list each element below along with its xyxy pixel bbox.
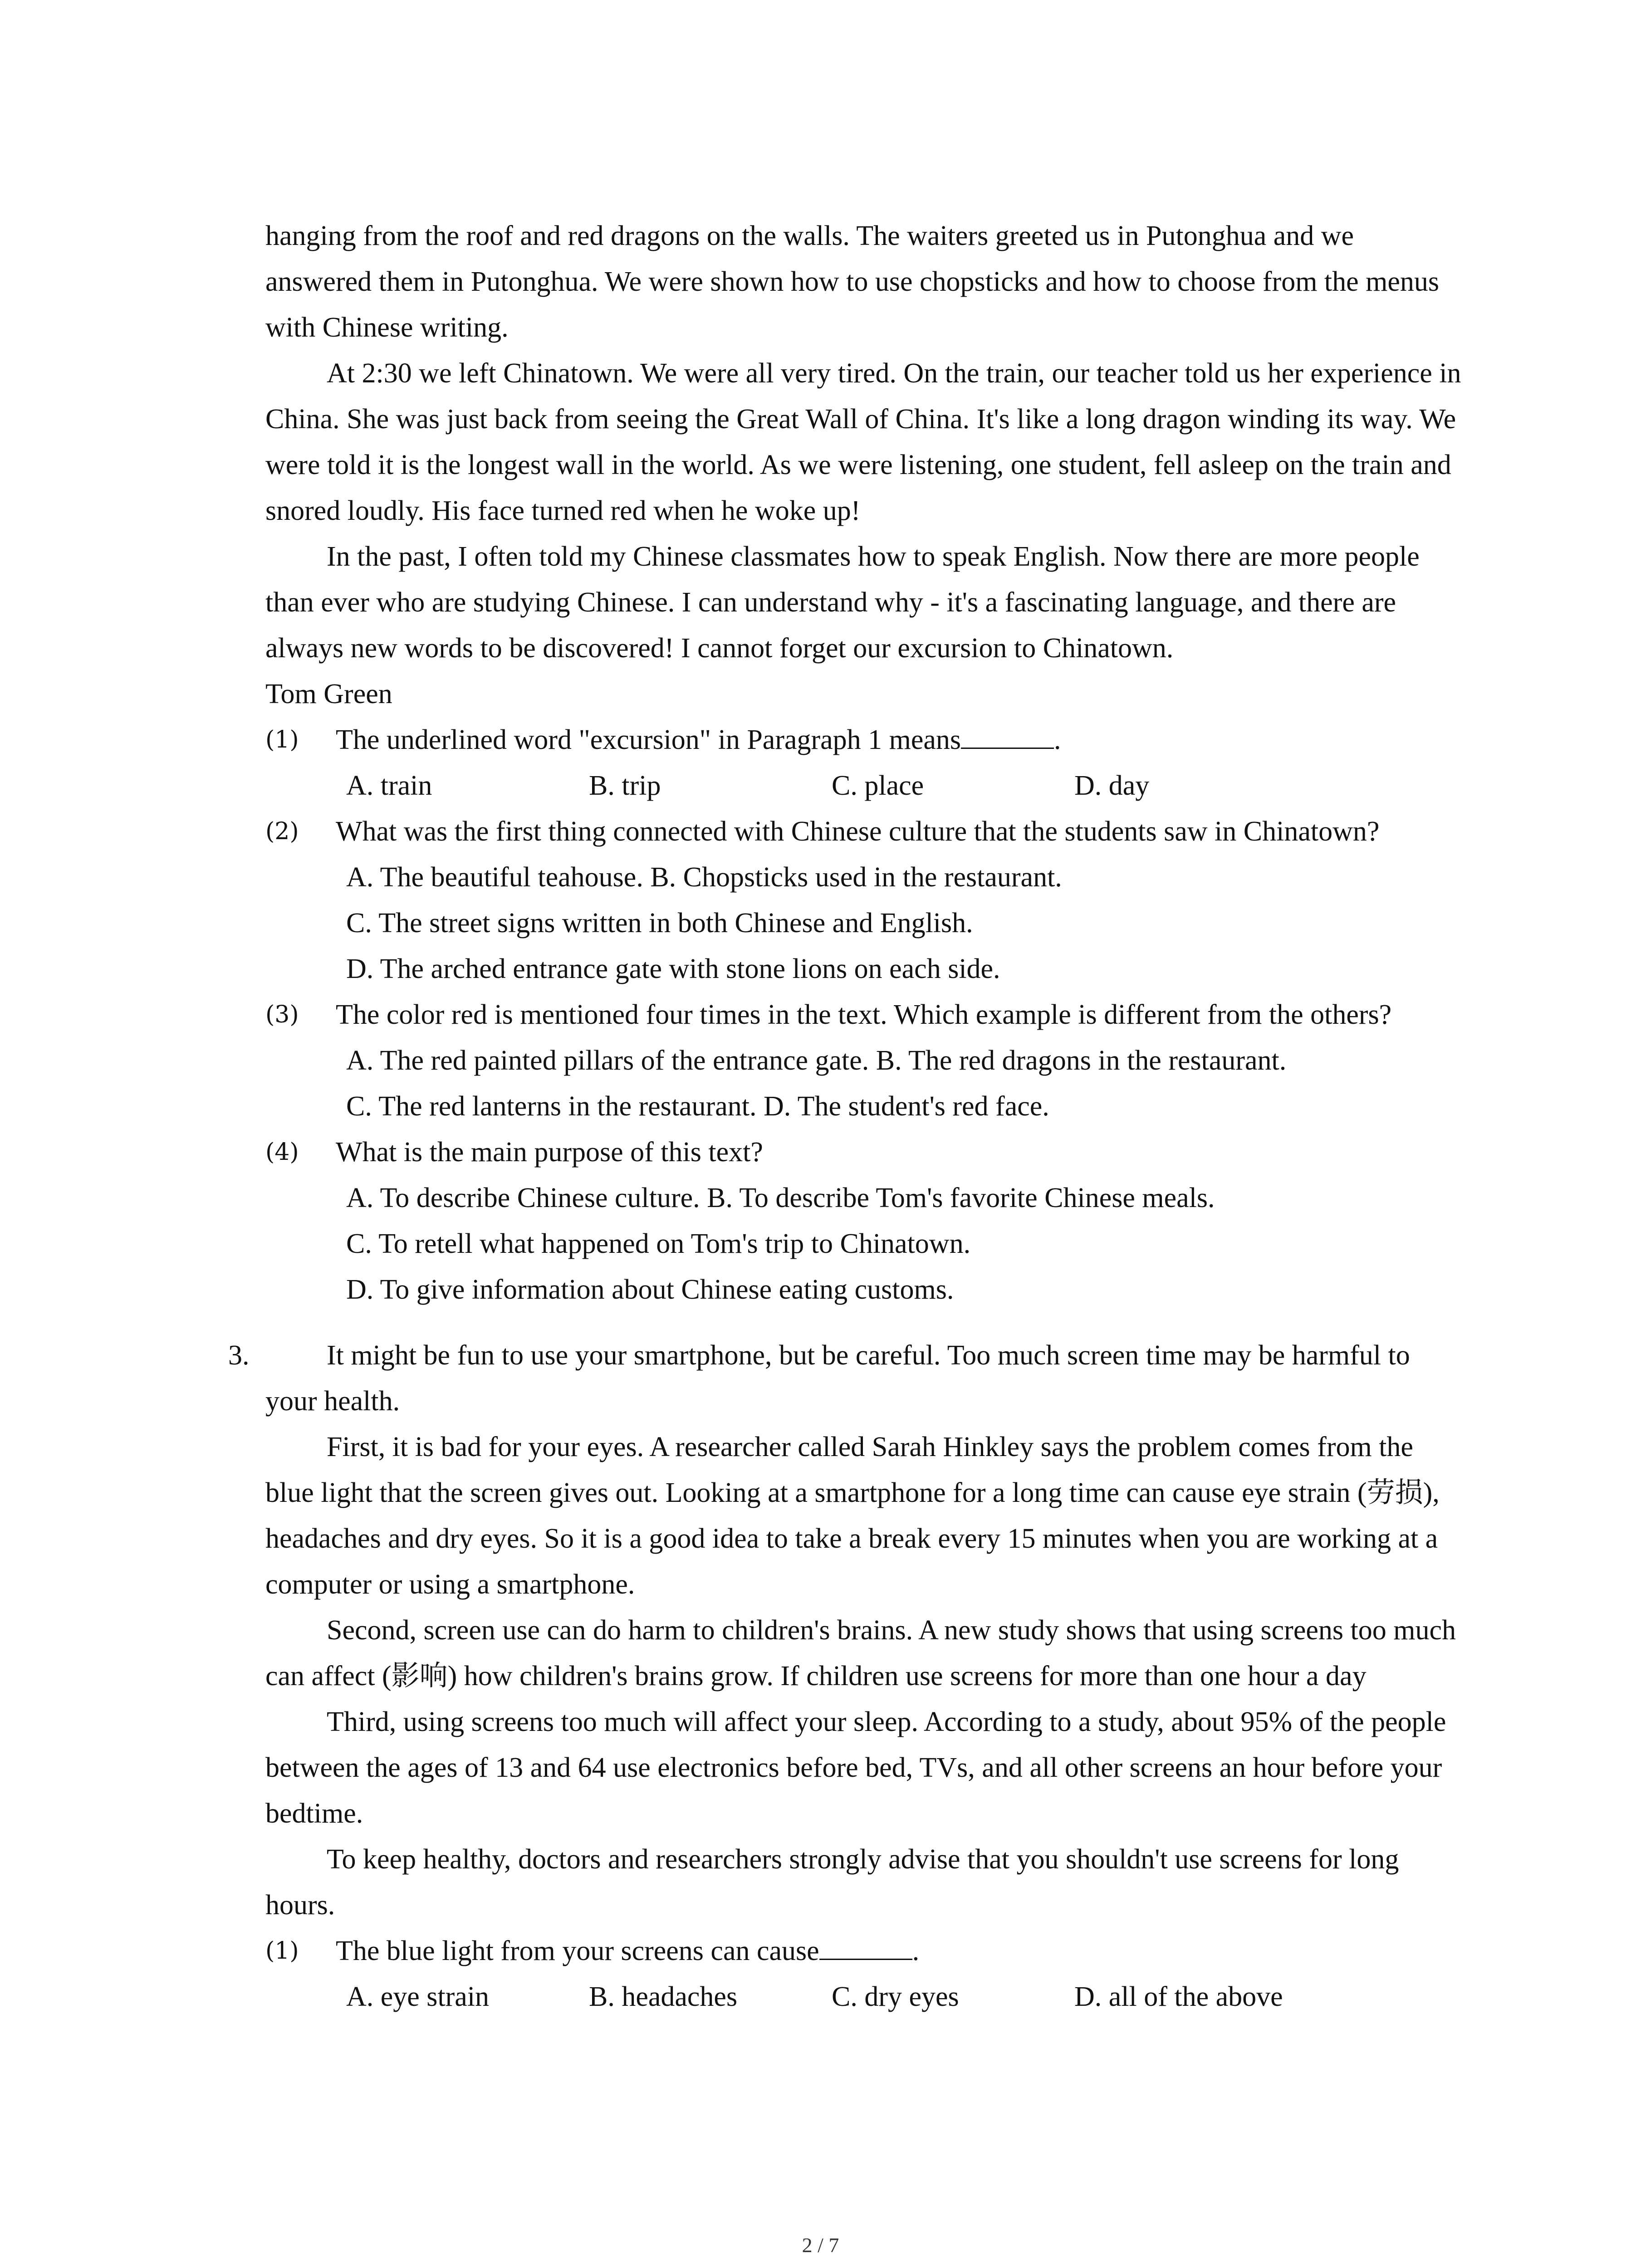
passage-number: 3. xyxy=(228,1340,250,1371)
option-d: D. day xyxy=(1074,770,1150,801)
passage3-paragraph-1: It might be fun to use your smartphone, but be careful. Too much screen time may be harmful to your health. xyxy=(265,1340,1410,1417)
option-line: C. To retell what happened on Tom's trip to Chinatown. xyxy=(346,1228,971,1259)
option-line: A. The beautiful teahouse. B. Chopsticks used in the restaurant. xyxy=(346,862,1062,893)
question-end: . xyxy=(912,1936,920,1966)
option-line: A. The red painted pillars of the entrance gate. B. The red dragons in the restaurant. xyxy=(346,1045,1287,1076)
passage2-question-1 xyxy=(265,717,1463,763)
question-text: The blue light from your screens can cause xyxy=(336,1936,819,1966)
option-b: B. trip xyxy=(589,770,661,801)
page-content xyxy=(228,213,1463,2020)
passage3-paragraph-2: First, it is bad for your eyes. A researcher called Sarah Hinkley says the problem comes from the blue light that the screen gives out. Looking at a smartphone for a long time can cause eye strain (劳损), headaches and dry eyes. So it is a good idea to take a break every 15 minutes when you are working at a computer or using a smartphone. xyxy=(265,1432,1440,1600)
passage3-question-1 xyxy=(265,1928,1463,1974)
question-number: (1) xyxy=(265,1937,299,1965)
passage2-paragraph-2: At 2:30 we left Chinatown. We were all very tired. On the train, our teacher told us her experience in China. She was just back from seeing the Great Wall of China. It's like a long dragon winding its way. We were told it is the longest wall in the world. As we were listening, one student, fell asleep on the train and snored loudly. His face turned red when he woke up! xyxy=(265,358,1461,526)
option-a: A. train xyxy=(346,770,432,801)
option-line: A. To describe Chinese culture. B. To describe Tom's favorite Chinese meals. xyxy=(346,1183,1215,1213)
option-line: C. The street signs written in both Chinese and English. xyxy=(346,908,973,938)
passage2-signature: Tom Green xyxy=(265,679,392,709)
answer-blank xyxy=(961,720,1054,749)
question-end: . xyxy=(1054,724,1061,755)
passage3-paragraph-4: Third, using screens too much will affect your sleep. According to a study, about 95% of the people between the ages of 13 and 64 use electronics before bed, TVs, and all other screens an hour before your bedtime. xyxy=(265,1706,1446,1829)
option-d: D. all of the above xyxy=(1074,1981,1283,2012)
question-text: What was the first thing connected with Chinese culture that the students saw in Chinatown? xyxy=(336,816,1380,847)
option-c: C. dry eyes xyxy=(832,1981,959,2012)
question-number: (2) xyxy=(265,818,299,845)
option-line: D. To give information about Chinese eating customs. xyxy=(346,1274,954,1305)
option-c: C. place xyxy=(832,770,924,801)
passage2-question-2 xyxy=(265,809,1463,855)
passage2-paragraph-1: hanging from the roof and red dragons on the walls. The waiters greeted us in Putonghua and we answered them in Putonghua. We were shown how to use chopsticks and how to choose from the menus with Chinese writing. xyxy=(265,220,1440,343)
passage3-paragraph-3: Second, screen use can do harm to children's brains. A new study shows that using screens too much can affect (影响) how children's brains grow. If children use screens for more than one hour a day xyxy=(265,1615,1456,1691)
question-text: The underlined word "excursion" in Paragraph 1 means xyxy=(336,724,961,755)
passage2-question-1-options xyxy=(265,763,1463,809)
option-line: C. The red lanterns in the restaurant. D. The student's red face. xyxy=(346,1091,1049,1122)
option-b: B. headaches xyxy=(589,1981,738,2012)
question-text: What is the main purpose of this text? xyxy=(336,1137,763,1168)
passage2-question-3 xyxy=(265,992,1463,1038)
question-number: (1) xyxy=(265,726,299,753)
question-number: (4) xyxy=(265,1139,299,1166)
question-number: (3) xyxy=(265,1001,299,1028)
answer-blank xyxy=(819,1931,912,1960)
option-a: A. eye strain xyxy=(346,1981,490,2012)
passage3-question-1-options xyxy=(265,1974,1463,2020)
option-line: D. The arched entrance gate with stone lions on each side. xyxy=(346,953,1000,984)
passage3-paragraph-5: To keep healthy, doctors and researchers strongly advise that you shouldn't use screens for long hours. xyxy=(265,1844,1399,1921)
passage2-question-4 xyxy=(265,1129,1463,1175)
page-indicator: 2 / 7 xyxy=(802,2234,839,2257)
question-text: The color red is mentioned four times in the text. Which example is different from the others? xyxy=(336,999,1392,1030)
passage2-paragraph-3: In the past, I often told my Chinese classmates how to speak English. Now there are more people than ever who are studying Chinese. I can understand why - it's a fascinating language, and there are always new words to be discovered! I cannot forget our excursion to Chinatown. xyxy=(265,541,1420,664)
passage3 xyxy=(228,1333,1463,2020)
